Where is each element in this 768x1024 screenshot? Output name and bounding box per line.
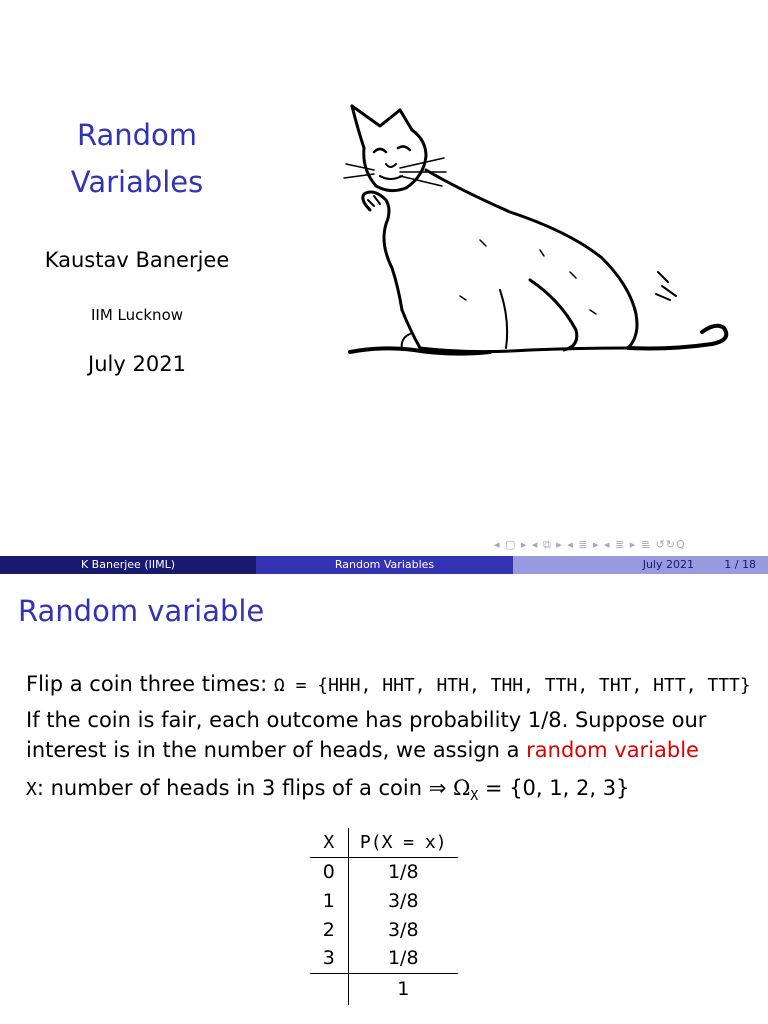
table-total-blank	[310, 973, 348, 1005]
footer-title: Random Variables	[256, 556, 513, 574]
frame-title: Random variable	[18, 594, 265, 628]
title-line-1: Random	[76, 118, 198, 152]
slide-footer	[0, 556, 768, 574]
presentation-title	[0, 112, 274, 206]
table-row	[310, 886, 458, 915]
table-total-row	[310, 973, 458, 1005]
table-cell-prob: 1/8	[387, 860, 419, 883]
random-variable-highlight: random variable	[526, 738, 699, 762]
institute-name: IIM Lucknow	[90, 306, 184, 324]
probability-table	[310, 828, 458, 1005]
table-row	[310, 915, 458, 944]
footer-page-number: 1 / 18	[724, 558, 756, 571]
table-header-x: X	[310, 828, 348, 857]
interest-line	[26, 738, 699, 762]
table-cell-x: 0	[310, 857, 348, 886]
interest-prefix: interest is in the number of heads, we assign a	[26, 738, 527, 762]
omega-symbol: Ω	[453, 776, 471, 800]
footer-date: July 2021	[642, 558, 694, 571]
table-cell-x: 2	[310, 915, 348, 944]
table-cell-x: 1	[310, 886, 348, 915]
random-variable-slide	[0, 574, 768, 1024]
table-total-value: 1	[397, 978, 410, 1001]
footer-date-page	[513, 556, 768, 574]
definition-text: : number of heads in 3 flips of a coin ⇒	[36, 776, 453, 800]
fair-coin-line: If the coin is fair, each outcome has probability 1/8. Suppose our	[26, 708, 707, 732]
table-cell-prob: 1/8	[348, 944, 458, 973]
table-header-prob: P(X = x)	[348, 828, 458, 857]
variable-x: X	[26, 779, 37, 800]
sample-space-prefix: Flip a coin three times:	[26, 672, 274, 696]
omega-subscript: X	[470, 789, 479, 805]
sample-space-math: Ω = {HHH, HHT, HTH, THH, TTH, THT, HTT, TTT}	[273, 675, 751, 696]
table-cell-prob: 3/8	[387, 918, 419, 941]
table-row	[310, 944, 458, 973]
table-cell-x: 3	[310, 944, 348, 973]
title-line-2: Variables	[70, 165, 204, 199]
sample-space-line	[26, 672, 751, 696]
table-cell-prob: 3/8	[387, 889, 419, 912]
beamer-navigation-symbols[interactable]: ◂ ▢ ▸ ◂ ⧉ ▸ ◂ ≣ ▸ ◂ ≣ ▸ ≣ ↺↻Q	[494, 538, 686, 551]
presentation-date: July 2021	[88, 352, 186, 376]
cat-illustration	[340, 100, 740, 372]
table-row	[310, 857, 458, 886]
random-variable-definition	[26, 776, 629, 804]
table-header-row	[310, 828, 458, 857]
footer-author: K Banerjee (IIML)	[0, 556, 256, 574]
author-name: Kaustav Banerjee	[44, 248, 230, 272]
support-set: = {0, 1, 2, 3}	[478, 776, 630, 800]
